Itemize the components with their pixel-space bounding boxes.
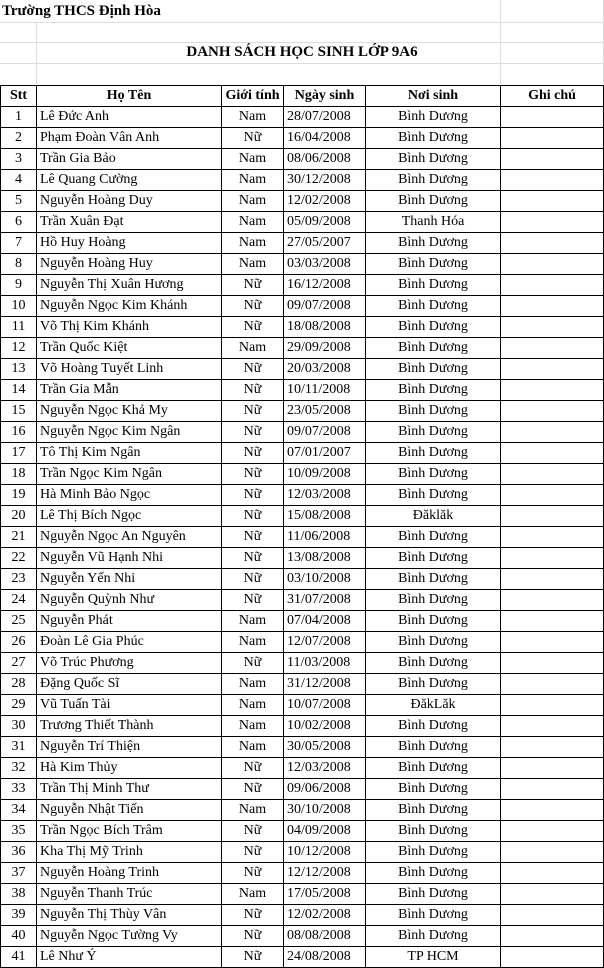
table-row [1, 947, 604, 968]
cell-birthdate: 03/10/2008 [284, 569, 366, 590]
cell-birthplace: Bình Dương [366, 170, 501, 191]
cell-gender: Nữ [222, 506, 284, 527]
cell-birthdate: 24/08/2008 [284, 947, 366, 968]
cell-gender: Nam [222, 716, 284, 737]
cell-birthplace: Bình Dương [366, 191, 501, 212]
cell-stt: 19 [1, 485, 37, 506]
cell-gender: Nữ [222, 758, 284, 779]
cell-stt: 26 [1, 632, 37, 653]
cell-notes [501, 464, 604, 485]
cell-name: Trần Xuân Đạt [37, 212, 222, 233]
cell-gender: Nữ [222, 590, 284, 611]
cell-birthplace: Bình Dương [366, 800, 501, 821]
cell-birthdate: 12/02/2008 [284, 191, 366, 212]
cell-gender: Nam [222, 338, 284, 359]
cell-gender: Nữ [222, 779, 284, 800]
cell-birthplace: ĐăkLăk [366, 695, 501, 716]
cell-name: Nguyễn Ngọc Tường Vy [37, 926, 222, 947]
cell-name: Phạm Đoàn Vân Anh [37, 128, 222, 149]
table-row [1, 359, 604, 380]
cell-stt: 38 [1, 884, 37, 905]
cell-name: Trần Ngọc Kim Ngân [37, 464, 222, 485]
table-row [1, 380, 604, 401]
cell-gender: Nữ [222, 464, 284, 485]
cell-birthdate: 10/11/2008 [284, 380, 366, 401]
cell-notes [501, 926, 604, 947]
cell-gender: Nam [222, 149, 284, 170]
cell-birthdate: 12/07/2008 [284, 632, 366, 653]
cell-gender: Nam [222, 632, 284, 653]
cell-notes [501, 359, 604, 380]
cell-birthdate: 08/06/2008 [284, 149, 366, 170]
cell-gender: Nữ [222, 296, 284, 317]
cell-birthdate: 11/06/2008 [284, 527, 366, 548]
cell-notes [501, 611, 604, 632]
cell-name: Nguyễn Trí Thiện [37, 737, 222, 758]
header-birthplace: Nơi sinh [366, 86, 501, 107]
table-row [1, 317, 604, 338]
cell-notes [501, 506, 604, 527]
cell-notes [501, 317, 604, 338]
cell-notes [501, 548, 604, 569]
cell-stt: 31 [1, 737, 37, 758]
cell-birthdate: 10/07/2008 [284, 695, 366, 716]
cell-name: Lê Đức Anh [37, 107, 222, 128]
cell-birthplace: Bình Dương [366, 674, 501, 695]
table-row [1, 821, 604, 842]
cell-name: Lê Quang Cường [37, 170, 222, 191]
cell-gender: Nữ [222, 821, 284, 842]
cell-gender: Nam [222, 233, 284, 254]
cell-birthdate: 20/03/2008 [284, 359, 366, 380]
cell-notes [501, 128, 604, 149]
cell-notes [501, 632, 604, 653]
cell-birthplace: Bình Dương [366, 779, 501, 800]
cell-gender: Nam [222, 170, 284, 191]
cell-notes [501, 569, 604, 590]
cell-stt: 36 [1, 842, 37, 863]
cell-name: Nguyễn Phát [37, 611, 222, 632]
cell-birthdate: 11/03/2008 [284, 653, 366, 674]
cell-name: Trần Gia Bảo [37, 149, 222, 170]
cell-gender: Nam [222, 212, 284, 233]
cell-birthplace: Bình Dương [366, 863, 501, 884]
cell-name: Nguyễn Thị Thùy Vân [37, 905, 222, 926]
cell-stt: 10 [1, 296, 37, 317]
cell-notes [501, 485, 604, 506]
cell-birthplace: Bình Dương [366, 590, 501, 611]
table-row [1, 590, 604, 611]
cell-gender: Nam [222, 800, 284, 821]
cell-gender: Nữ [222, 527, 284, 548]
table-row [1, 548, 604, 569]
cell-birthplace: Bình Dương [366, 296, 501, 317]
cell-notes [501, 296, 604, 317]
cell-name: Nguyễn Yến Nhi [37, 569, 222, 590]
cell-name: Kha Thị Mỹ Trinh [37, 842, 222, 863]
table-row [1, 527, 604, 548]
cell-name: Nguyễn Thanh Trúc [37, 884, 222, 905]
table-body [1, 107, 604, 968]
cell-notes [501, 779, 604, 800]
cell-name: Nguyễn Vũ Hạnh Nhi [37, 548, 222, 569]
cell-gender: Nam [222, 611, 284, 632]
cell-notes [501, 401, 604, 422]
cell-birthdate: 07/04/2008 [284, 611, 366, 632]
table-row [1, 296, 604, 317]
cell-gender: Nữ [222, 905, 284, 926]
cell-birthdate: 09/06/2008 [284, 779, 366, 800]
cell-notes [501, 275, 604, 296]
list-title: DANH SÁCH HỌC SINH LỚP 9A6 [186, 44, 418, 60]
cell-birthdate: 16/04/2008 [284, 128, 366, 149]
cell-birthplace: Bình Dương [366, 422, 501, 443]
cell-stt: 29 [1, 695, 37, 716]
cell-birthdate: 23/05/2008 [284, 401, 366, 422]
cell-name: Hồ Huy Hoàng [37, 233, 222, 254]
cell-notes [501, 737, 604, 758]
cell-notes [501, 821, 604, 842]
header-gender: Giới tính [222, 86, 284, 107]
cell-birthdate: 15/08/2008 [284, 506, 366, 527]
cell-birthdate: 10/02/2008 [284, 716, 366, 737]
cell-birthplace: Bình Dương [366, 485, 501, 506]
cell-name: Võ Hoàng Tuyết Linh [37, 359, 222, 380]
cell-birthdate: 09/07/2008 [284, 422, 366, 443]
cell-birthdate: 07/01/2007 [284, 443, 366, 464]
cell-notes [501, 380, 604, 401]
cell-birthplace: Bình Dương [366, 338, 501, 359]
cell-birthdate: 30/05/2008 [284, 737, 366, 758]
cell-birthdate: 12/12/2008 [284, 863, 366, 884]
cell-birthplace: Bình Dương [366, 128, 501, 149]
cell-birthdate: 12/03/2008 [284, 758, 366, 779]
table-row [1, 464, 604, 485]
cell-notes [501, 716, 604, 737]
cell-notes [501, 863, 604, 884]
cell-birthdate: 09/07/2008 [284, 296, 366, 317]
cell-notes [501, 905, 604, 926]
cell-notes [501, 674, 604, 695]
table-row [1, 905, 604, 926]
cell-gender: Nam [222, 695, 284, 716]
cell-birthplace: Bình Dương [366, 716, 501, 737]
cell-name: Trần Gia Mẫn [37, 380, 222, 401]
cell-name: Trần Quốc Kiệt [37, 338, 222, 359]
cell-name: Nguyễn Hoàng Trinh [37, 863, 222, 884]
cell-gender: Nữ [222, 128, 284, 149]
school-name: Trường THCS Định Hòa [2, 3, 161, 19]
student-table [0, 85, 604, 968]
cell-gender: Nữ [222, 401, 284, 422]
cell-stt: 12 [1, 338, 37, 359]
cell-notes [501, 338, 604, 359]
cell-birthplace: Bình Dương [366, 653, 501, 674]
cell-gender: Nam [222, 737, 284, 758]
table-row [1, 401, 604, 422]
table-row [1, 674, 604, 695]
table-row [1, 422, 604, 443]
cell-stt: 23 [1, 569, 37, 590]
cell-birthdate: 03/03/2008 [284, 254, 366, 275]
cell-notes [501, 212, 604, 233]
table-row [1, 632, 604, 653]
cell-notes [501, 107, 604, 128]
cell-stt: 27 [1, 653, 37, 674]
cell-stt: 7 [1, 233, 37, 254]
cell-birthdate: 04/09/2008 [284, 821, 366, 842]
cell-birthplace: Bình Dương [366, 401, 501, 422]
cell-stt: 2 [1, 128, 37, 149]
cell-notes [501, 149, 604, 170]
table-row [1, 842, 604, 863]
cell-stt: 22 [1, 548, 37, 569]
cell-gender: Nam [222, 107, 284, 128]
cell-gender: Nữ [222, 485, 284, 506]
cell-name: Trương Thiết Thành [37, 716, 222, 737]
cell-birthplace: Bình Dương [366, 548, 501, 569]
cell-birthdate: 12/03/2008 [284, 485, 366, 506]
cell-birthplace: Bình Dương [366, 380, 501, 401]
cell-birthdate: 16/12/2008 [284, 275, 366, 296]
cell-birthdate: 29/09/2008 [284, 338, 366, 359]
cell-birthdate: 05/09/2008 [284, 212, 366, 233]
cell-stt: 13 [1, 359, 37, 380]
cell-stt: 32 [1, 758, 37, 779]
cell-birthplace: Bình Dương [366, 884, 501, 905]
cell-stt: 6 [1, 212, 37, 233]
table-row [1, 170, 604, 191]
table-row [1, 758, 604, 779]
cell-stt: 20 [1, 506, 37, 527]
cell-birthdate: 13/08/2008 [284, 548, 366, 569]
cell-birthplace: Bình Dương [366, 107, 501, 128]
cell-gender: Nữ [222, 548, 284, 569]
table-row [1, 695, 604, 716]
table-row [1, 128, 604, 149]
cell-notes [501, 422, 604, 443]
table-row [1, 107, 604, 128]
header-name: Họ Tên [37, 86, 222, 107]
table-row [1, 779, 604, 800]
cell-birthplace: Bình Dương [366, 569, 501, 590]
cell-stt: 15 [1, 401, 37, 422]
cell-stt: 35 [1, 821, 37, 842]
cell-stt: 34 [1, 800, 37, 821]
cell-birthplace: Bình Dương [366, 926, 501, 947]
cell-gender: Nữ [222, 275, 284, 296]
cell-birthplace: Bình Dương [366, 527, 501, 548]
table-row [1, 611, 604, 632]
cell-birthplace: Bình Dương [366, 275, 501, 296]
cell-stt: 18 [1, 464, 37, 485]
cell-stt: 5 [1, 191, 37, 212]
cell-stt: 1 [1, 107, 37, 128]
cell-name: Nguyễn Quỳnh Như [37, 590, 222, 611]
cell-gender: Nữ [222, 926, 284, 947]
cell-name: Nguyễn Ngọc An Nguyên [37, 527, 222, 548]
cell-birthdate: 18/08/2008 [284, 317, 366, 338]
cell-birthplace: Bình Dương [366, 464, 501, 485]
cell-stt: 24 [1, 590, 37, 611]
cell-stt: 21 [1, 527, 37, 548]
cell-birthplace: Bình Dương [366, 758, 501, 779]
cell-name: Lê Như Ý [37, 947, 222, 968]
cell-stt: 17 [1, 443, 37, 464]
cell-stt: 39 [1, 905, 37, 926]
cell-stt: 30 [1, 716, 37, 737]
cell-gender: Nam [222, 254, 284, 275]
cell-notes [501, 590, 604, 611]
table-row [1, 863, 604, 884]
cell-gender: Nữ [222, 422, 284, 443]
cell-notes [501, 170, 604, 191]
table-row [1, 254, 604, 275]
header-birthdate: Ngày sinh [284, 86, 366, 107]
table-row [1, 485, 604, 506]
table-row [1, 275, 604, 296]
cell-birthdate: 31/07/2008 [284, 590, 366, 611]
cell-birthplace: Bình Dương [366, 359, 501, 380]
cell-birthplace: Bình Dương [366, 233, 501, 254]
cell-notes [501, 254, 604, 275]
cell-birthplace: TP HCM [366, 947, 501, 968]
cell-gender: Nam [222, 191, 284, 212]
cell-birthdate: 10/09/2008 [284, 464, 366, 485]
header-stt: Stt [1, 86, 37, 107]
table-row [1, 737, 604, 758]
cell-name: Nguyễn Ngọc Kim Ngân [37, 422, 222, 443]
cell-birthplace: Thanh Hóa [366, 212, 501, 233]
table-row [1, 149, 604, 170]
cell-name: Trần Thị Minh Thư [37, 779, 222, 800]
cell-gender: Nam [222, 674, 284, 695]
table-row [1, 569, 604, 590]
cell-birthdate: 08/08/2008 [284, 926, 366, 947]
table-row [1, 233, 604, 254]
cell-name: Hà Minh Bảo Ngọc [37, 485, 222, 506]
cell-stt: 3 [1, 149, 37, 170]
cell-birthdate: 30/12/2008 [284, 170, 366, 191]
cell-stt: 37 [1, 863, 37, 884]
cell-notes [501, 191, 604, 212]
table-row [1, 506, 604, 527]
cell-birthplace: Bình Dương [366, 443, 501, 464]
cell-birthplace: Bình Dương [366, 254, 501, 275]
cell-name: Trần Ngọc Bích Trâm [37, 821, 222, 842]
cell-gender: Nữ [222, 380, 284, 401]
cell-stt: 16 [1, 422, 37, 443]
cell-name: Lê Thị Bích Ngọc [37, 506, 222, 527]
table-row [1, 443, 604, 464]
table-row [1, 653, 604, 674]
cell-birthplace: Bình Dương [366, 317, 501, 338]
cell-name: Nguyễn Ngọc Kim Khánh [37, 296, 222, 317]
cell-birthdate: 28/07/2008 [284, 107, 366, 128]
cell-birthplace: Bình Dương [366, 842, 501, 863]
cell-notes [501, 695, 604, 716]
cell-name: Nguyễn Hoàng Huy [37, 254, 222, 275]
cell-gender: Nữ [222, 443, 284, 464]
cell-name: Nguyễn Nhật Tiến [37, 800, 222, 821]
cell-notes [501, 884, 604, 905]
cell-notes [501, 800, 604, 821]
cell-birthplace: Bình Dương [366, 737, 501, 758]
cell-notes [501, 842, 604, 863]
cell-birthplace: Bình Dương [366, 821, 501, 842]
cell-birthdate: 12/02/2008 [284, 905, 366, 926]
cell-notes [501, 758, 604, 779]
cell-stt: 8 [1, 254, 37, 275]
cell-gender: Nữ [222, 317, 284, 338]
cell-birthplace: Bình Dương [366, 632, 501, 653]
cell-notes [501, 443, 604, 464]
table-row [1, 926, 604, 947]
cell-birthdate: 27/05/2007 [284, 233, 366, 254]
cell-birthplace: Bình Dương [366, 905, 501, 926]
cell-birthdate: 30/10/2008 [284, 800, 366, 821]
table-row [1, 212, 604, 233]
cell-notes [501, 947, 604, 968]
cell-stt: 28 [1, 674, 37, 695]
cell-name: Hà Kim Thủy [37, 758, 222, 779]
cell-name: Nguyễn Ngọc Khả My [37, 401, 222, 422]
cell-notes [501, 233, 604, 254]
cell-name: Võ Thị Kim Khánh [37, 317, 222, 338]
cell-gender: Nữ [222, 359, 284, 380]
table-row [1, 338, 604, 359]
table-row [1, 800, 604, 821]
cell-stt: 41 [1, 947, 37, 968]
cell-stt: 14 [1, 380, 37, 401]
cell-stt: 11 [1, 317, 37, 338]
cell-name: Đoàn Lê Gia Phúc [37, 632, 222, 653]
header-row [1, 86, 604, 107]
cell-birthdate: 17/05/2008 [284, 884, 366, 905]
cell-gender: Nữ [222, 947, 284, 968]
cell-name: Đặng Quốc Sĩ [37, 674, 222, 695]
cell-gender: Nữ [222, 842, 284, 863]
cell-stt: 40 [1, 926, 37, 947]
cell-name: Nguyễn Hoàng Duy [37, 191, 222, 212]
table-row [1, 884, 604, 905]
cell-gender: Nam [222, 884, 284, 905]
cell-stt: 25 [1, 611, 37, 632]
cell-stt: 33 [1, 779, 37, 800]
cell-gender: Nữ [222, 653, 284, 674]
cell-gender: Nữ [222, 863, 284, 884]
cell-birthdate: 31/12/2008 [284, 674, 366, 695]
cell-birthplace: Bình Dương [366, 149, 501, 170]
cell-name: Võ Trúc Phương [37, 653, 222, 674]
cell-gender: Nữ [222, 569, 284, 590]
cell-stt: 4 [1, 170, 37, 191]
cell-stt: 9 [1, 275, 37, 296]
cell-name: Nguyễn Thị Xuân Hương [37, 275, 222, 296]
cell-name: Tô Thị Kim Ngân [37, 443, 222, 464]
table-row [1, 716, 604, 737]
cell-notes [501, 527, 604, 548]
cell-birthdate: 10/12/2008 [284, 842, 366, 863]
table-row [1, 191, 604, 212]
cell-birthplace: Bình Dương [366, 611, 501, 632]
cell-notes [501, 653, 604, 674]
cell-name: Vũ Tuấn Tài [37, 695, 222, 716]
header-notes: Ghi chú [501, 86, 604, 107]
cell-birthplace: Đăklăk [366, 506, 501, 527]
